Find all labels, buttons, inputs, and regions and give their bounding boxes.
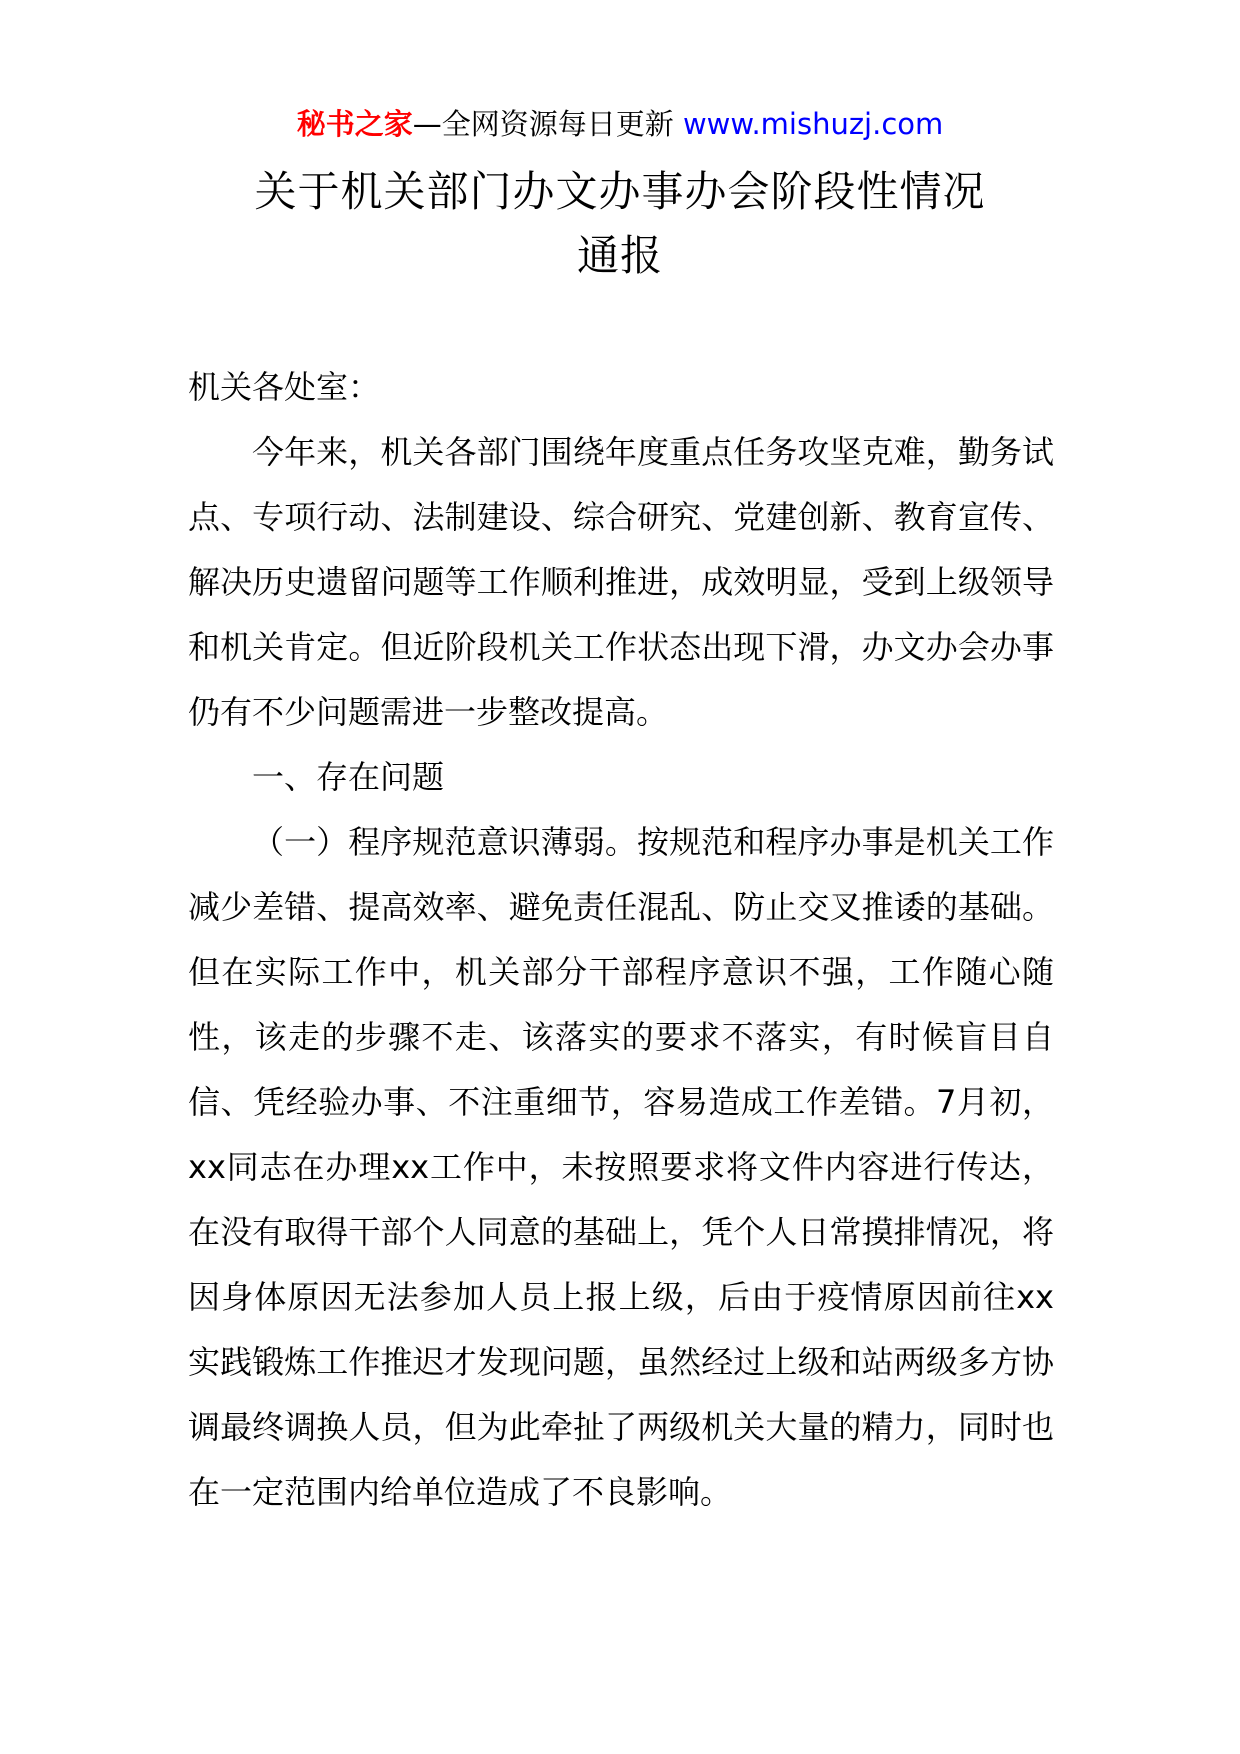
document-title-line2: 通报 — [576, 231, 663, 280]
section-heading: 一、存在问题 — [252, 758, 445, 796]
banner-slogan: —全网资源每日更新 — [412, 107, 683, 141]
banner-brand: 秘书之家 — [296, 107, 413, 141]
document-title — [190, 160, 1050, 288]
document-title-line1: 关于机关部门办文办事办会阶段性情况 — [254, 167, 986, 216]
banner-url[interactable]: www.mishuzj.com — [682, 107, 944, 141]
document-body — [188, 355, 1054, 1525]
paragraph-issue-1: （一）程序规范意识薄弱。按规范和程序办事是机关工作减少差错、提高效率、避免责任混乱、防止交叉推诿的基础。但在实际工作中，机关部分干部程序意识不强，工作随心随性，该走的步骤不走、该落实的要求不落实，有时候盲目自信、凭经验办事、不注重细节，容易造成工作差错。7月初，xx同志在办理xx工作中，未按照要求将文件内容进行传达，在没有取得干部个人同意的基础上，凭个人日常摸排情况，将因身体原因无法参加人员上报上级，后由于疫情原因前往xx实践锻炼工作推迟才发现问题，虽然经过上级和站两级多方协调最终调换人员，但为此牵扯了两级机关大量的精力，同时也在一定范围内给单位造成了不良影响。 — [188, 823, 1054, 1511]
paragraph-intro: 今年来，机关各部门围绕年度重点任务攻坚克难，勤务试点、专项行动、法制建设、综合研究、党建创新、教育宣传、解决历史遗留问题等工作顺利推进，成效明显，受到上级领导和机关肯定。但近阶段机关工作状态出现下滑，办文办会办事仍有不少问题需进一步整改提高。 — [188, 433, 1054, 731]
salutation: 机关各处室： — [188, 368, 381, 406]
site-banner — [0, 100, 1240, 148]
